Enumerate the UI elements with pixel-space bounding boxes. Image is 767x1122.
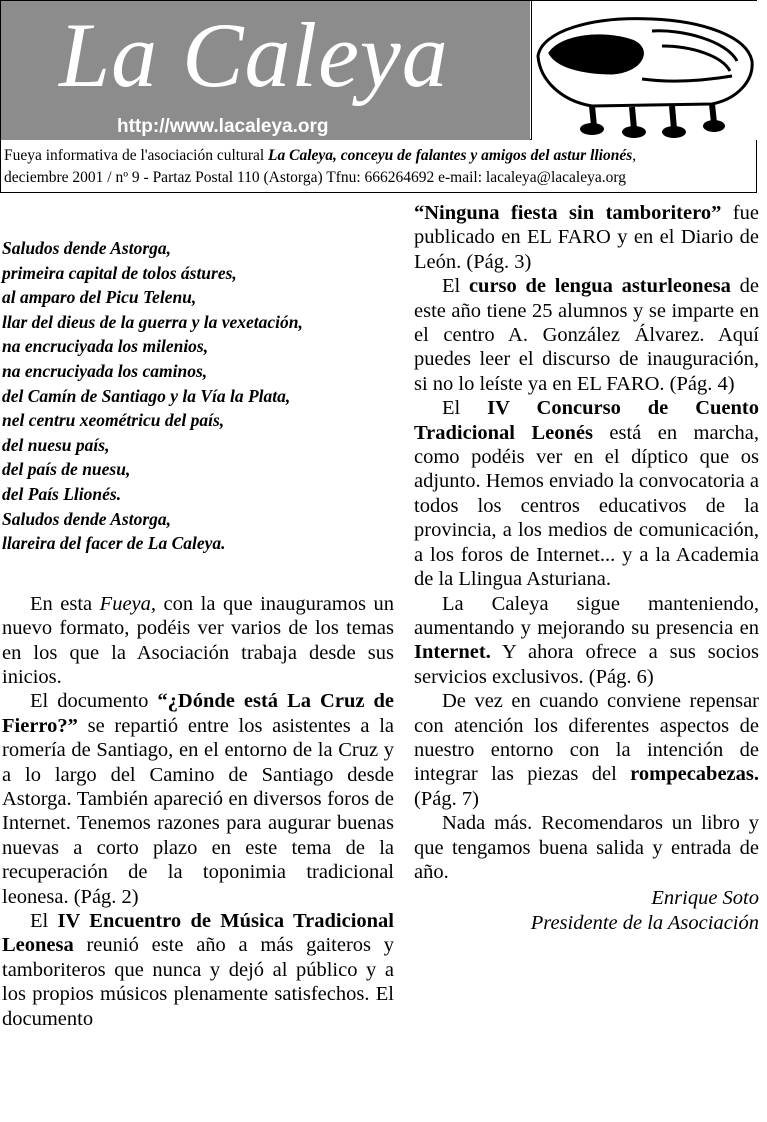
paragraph-cruz-de-fierro: El documento “¿Dónde está La Cruz de Fierro?” se repartió entre los asistentes a la romería de Santiago, en el entorno de la Cruz y a lo largo del Camino de Santiago desde Astorga. También apareció en diversos foros de Internet. Tenemos razones para augurar buenas nuevas a corto plazo en este tema de la recuperación de la toponimia tradicional leonesa. (Pág. 2) xyxy=(2,690,394,908)
signature-role: Presidente de la Asociación xyxy=(530,912,759,935)
poem-line: Saludos dende Astorga, xyxy=(2,508,172,529)
title-block xyxy=(1,1,530,140)
poem-line: na encruciyada los milenios, xyxy=(2,336,209,357)
paragraph-curso-lengua: El curso de lengua asturleonesa de este año tiene 25 alumnos y se imparte en el centro A. González Álvarez. Aquí puedes leer el discurso de inauguración, si no lo leíste ya en EL FARO. (Pág. 4) xyxy=(414,275,759,395)
poem-line: del País Llionés. xyxy=(2,483,122,504)
paragraph-internet: La Caleya sigue manteniendo, aumentando y mejorando su presencia en Internet. Y ahora ofrece a sus socios servicios exclusivos. (Pág. 6) xyxy=(414,592,759,688)
poem-line: del nuesu país, xyxy=(2,434,110,455)
newsletter-title: La Caleya xyxy=(59,4,449,106)
paragraph-concurso-cuento: El IV Concurso de Cuento Tradicional Leonés está en marcha, como podéis ver en el díptico que os adjunto. Hemos enviado la convocatoria a todos los centros educativos de la provincia, a los medios de comunicación, a los foros de Internet... y a la Academia de la Llingua Asturiana. xyxy=(414,397,759,591)
paragraph-intro: En esta Fueya, con la que inauguramos un nuevo formato, podéis ver varios de los temas en los que la Asociación trabaja desde sus inicios. xyxy=(2,592,394,688)
poem-line: primeira capital de tolos ástures, xyxy=(2,262,237,283)
right-column xyxy=(414,201,759,936)
publication-info xyxy=(0,140,757,193)
clog-logo-icon xyxy=(532,1,758,140)
poem-line: llareira del facer de La Caleya. xyxy=(2,533,226,554)
website-url[interactable]: http://www.lacaleya.org xyxy=(117,116,329,137)
poem-line: del país de nuesu, xyxy=(2,459,131,480)
paragraph-closing: Nada más. Recomendaros un libro y que tengamos buena salida y entrada de año. xyxy=(414,812,759,883)
clog-logo xyxy=(531,1,758,140)
info-line-1: Fueya informativa de l'asociación cultural La Caleya, conceyu de falantes y amigos del astur llionés, xyxy=(4,147,637,164)
paragraph-tamboritero: “Ninguna fiesta sin tamboritero” fue publicado en EL FARO y en el Diario de León. (Pág. 3) xyxy=(414,202,759,273)
signature-name: Enrique Soto xyxy=(651,887,759,910)
welcome-poem xyxy=(2,236,394,556)
poem-line: al amparo del Picu Telenu, xyxy=(2,287,197,308)
signature xyxy=(414,886,759,936)
poem-line: Saludos dende Astorga, xyxy=(2,238,172,258)
poem-line: del Camín de Santiago y la Vía la Plata, xyxy=(2,385,291,406)
poem-line: nel centru xeométricu del país, xyxy=(2,410,225,431)
poem-line: llar del dieus de la guerra y la vexetación, xyxy=(2,311,303,332)
left-column xyxy=(2,200,394,1031)
info-line-2: deciembre 2001 / nº 9 - Partaz Postal 110 (Astorga) Tfnu: 666264692 e-mail: lacaleya@lacaleya.org xyxy=(4,169,626,186)
paragraph-rompecabezas: De vez en cuando conviene repensar con atención los diferentes aspectos de nuestro entorno con la intención de integrar las piezas del rompecabezas. (Pág. 7) xyxy=(414,690,759,810)
poem-line: na encruciyada los caminos, xyxy=(2,360,208,381)
masthead xyxy=(0,0,757,140)
spacer xyxy=(2,556,394,592)
paragraph-encuentro-musica: El IV Encuentro de Música Tradicional Leonesa reunió este año a más gaiteros y tamboriteros que nunca y dejó al público y a los propios músicos plenamente satisfechos. El documento xyxy=(2,910,395,1030)
association-name: La Caleya, conceyu de falantes y amigos del astur llionés xyxy=(268,147,633,164)
